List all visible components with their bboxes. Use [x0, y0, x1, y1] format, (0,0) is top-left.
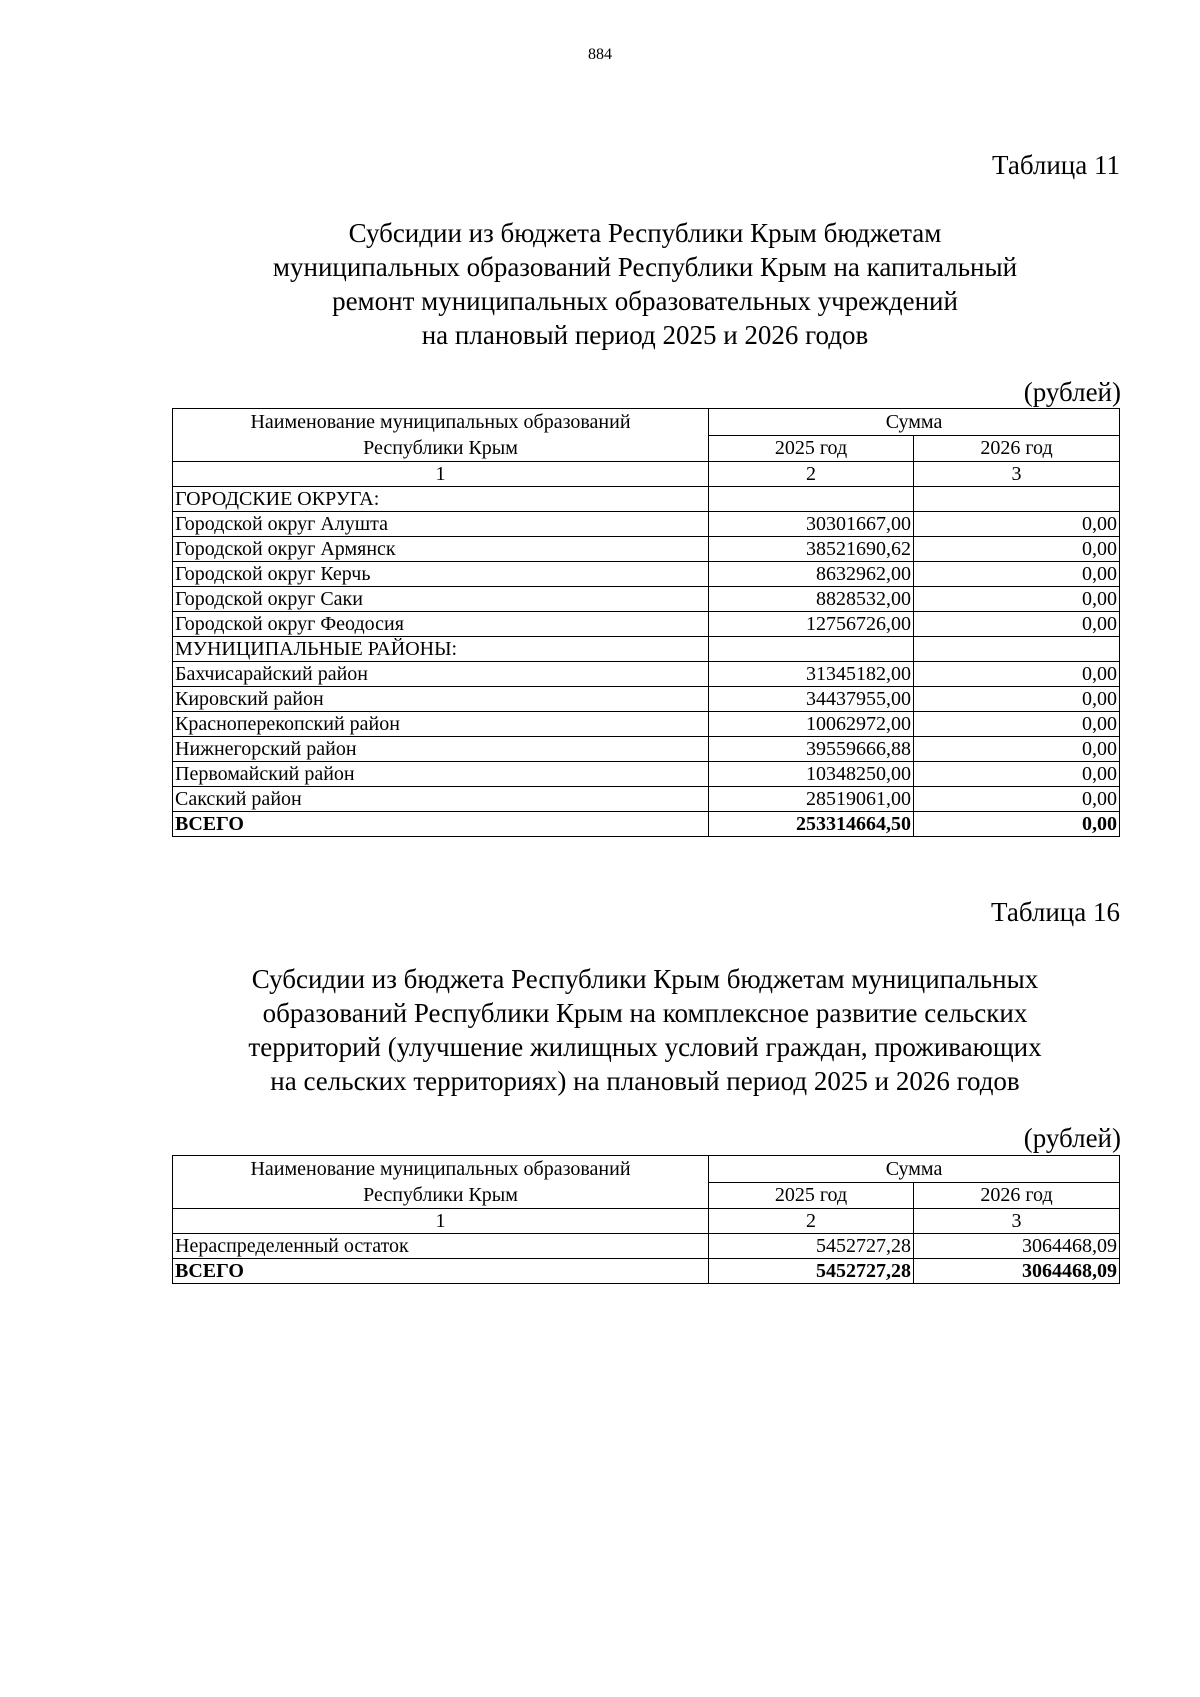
table-row [173, 512, 1120, 537]
header-name-line: Наименование муниципальных образований [250, 1158, 631, 1180]
total-name: ВСЕГО [173, 812, 709, 837]
column-number: 3 [914, 462, 1120, 487]
title-line: ремонт муниципальных образовательных учреждений [332, 286, 958, 316]
row-value-2026: 0,00 [914, 562, 1120, 587]
row-value-2025: 30301667,00 [709, 512, 914, 537]
row-value-2026: 0,00 [914, 762, 1120, 787]
title-line: Субсидии из бюджета Республики Крым бюджетам муниципальных [251, 964, 1039, 994]
row-name: Кировский район [173, 687, 709, 712]
row-value-2026: 0,00 [914, 512, 1120, 537]
row-value-2026: 0,00 [914, 712, 1120, 737]
header-name-cell [173, 409, 709, 462]
header-name-cell [173, 1156, 709, 1209]
header-name-line: Республики Крым [363, 437, 518, 459]
table-11-label: Таблица 11 [992, 150, 1120, 180]
title-line: на плановый период 2025 и 2026 годов [421, 320, 869, 350]
table-11-unit: (рублей) [1023, 377, 1121, 407]
group-row [173, 637, 1120, 662]
table-row [173, 1234, 1120, 1259]
column-number: 1 [173, 462, 709, 487]
row-value-2026: 0,00 [914, 587, 1120, 612]
group-title: ГОРОДСКИЕ ОКРУГА: [173, 487, 709, 512]
table-row [173, 712, 1120, 737]
table-16-unit: (рублей) [1023, 1123, 1121, 1153]
row-value-2025: 31345182,00 [709, 662, 914, 687]
title-line: территорий (улучшение жилищных условий граждан, проживающих [248, 1032, 1042, 1062]
table-11 [172, 408, 1120, 837]
header-name-line: Республики Крым [363, 1184, 518, 1206]
row-name: Городской округ Феодосия [173, 612, 709, 637]
empty-cell [914, 637, 1120, 662]
title-line: муниципальных образований Республики Крым на капитальный [272, 252, 1018, 282]
row-value-2025: 10348250,00 [709, 762, 914, 787]
table-row [173, 762, 1120, 787]
column-number: 2 [709, 1209, 914, 1234]
table-16-label: Таблица 16 [991, 897, 1120, 927]
table-row [173, 562, 1120, 587]
table-row [173, 537, 1120, 562]
row-name: Городской округ Алушта [173, 512, 709, 537]
row-name: Нижнегорский район [173, 737, 709, 762]
empty-cell [914, 487, 1120, 512]
title-line: образований Республики Крым на комплексное развитие сельских [262, 998, 1028, 1028]
empty-cell [709, 487, 914, 512]
row-value-2026: 0,00 [914, 737, 1120, 762]
row-name: Красноперекопский район [173, 712, 709, 737]
column-number: 3 [914, 1209, 1120, 1234]
row-name: Нераспределенный остаток [173, 1234, 709, 1259]
row-value-2025: 10062972,00 [709, 712, 914, 737]
row-name: Первомайский район [173, 762, 709, 787]
table-row [173, 787, 1120, 812]
header-name-line: Наименование муниципальных образований [250, 411, 631, 433]
header-year-2026: 2026 год [914, 1182, 1120, 1209]
total-value-2025: 253314664,50 [709, 812, 914, 837]
row-value-2025: 39559666,88 [709, 737, 914, 762]
header-year-2025: 2025 год [709, 1182, 914, 1209]
title-line: на сельских территориях) на плановый период 2025 и 2026 годов [270, 1066, 1020, 1096]
header-sum: Сумма [709, 1156, 1120, 1183]
group-title: МУНИЦИПАЛЬНЫЕ РАЙОНЫ: [173, 637, 709, 662]
table-11-title [170, 216, 1120, 352]
row-value-2025: 5452727,28 [709, 1234, 914, 1259]
total-value-2026: 0,00 [914, 812, 1120, 837]
total-row [173, 812, 1120, 837]
empty-cell [709, 637, 914, 662]
table-row [173, 587, 1120, 612]
row-value-2026: 0,00 [914, 662, 1120, 687]
row-value-2025: 8632962,00 [709, 562, 914, 587]
total-row [173, 1259, 1120, 1284]
header-year-2026: 2026 год [914, 435, 1120, 462]
header-sum: Сумма [709, 409, 1120, 436]
row-name: Городской округ Саки [173, 587, 709, 612]
row-name: Бахчисарайский район [173, 662, 709, 687]
column-number: 1 [173, 1209, 709, 1234]
row-name: Городской округ Армянск [173, 537, 709, 562]
row-value-2025: 8828532,00 [709, 587, 914, 612]
row-value-2026: 0,00 [914, 687, 1120, 712]
table-row [173, 687, 1120, 712]
table-16-title [170, 962, 1120, 1098]
header-year-2025: 2025 год [709, 435, 914, 462]
column-number: 2 [709, 462, 914, 487]
row-value-2026: 0,00 [914, 787, 1120, 812]
group-row [173, 487, 1120, 512]
title-line: Субсидии из бюджета Республики Крым бюджетам [348, 218, 942, 248]
total-value-2025: 5452727,28 [709, 1259, 914, 1284]
total-value-2026: 3064468,09 [914, 1259, 1120, 1284]
page-number: 884 [588, 46, 612, 63]
total-name: ВСЕГО [173, 1259, 709, 1284]
row-value-2026: 3064468,09 [914, 1234, 1120, 1259]
table-16 [172, 1155, 1120, 1284]
row-name: Городской округ Керчь [173, 562, 709, 587]
row-value-2026: 0,00 [914, 537, 1120, 562]
row-value-2026: 0,00 [914, 612, 1120, 637]
row-value-2025: 28519061,00 [709, 787, 914, 812]
row-value-2025: 12756726,00 [709, 612, 914, 637]
table-row [173, 612, 1120, 637]
row-value-2025: 34437955,00 [709, 687, 914, 712]
table-row [173, 737, 1120, 762]
table-row [173, 662, 1120, 687]
row-name: Сакский район [173, 787, 709, 812]
row-value-2025: 38521690,62 [709, 537, 914, 562]
